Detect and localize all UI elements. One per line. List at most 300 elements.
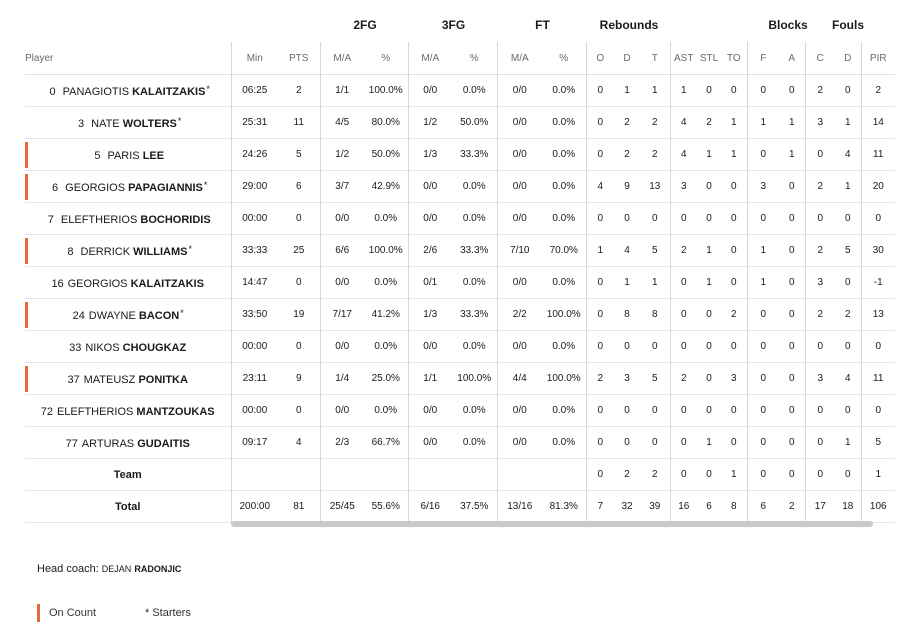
cell-2fg-pct: 55.6% bbox=[364, 491, 408, 523]
cell-min bbox=[231, 459, 278, 491]
col-ft-ma[interactable]: M/A bbox=[497, 42, 542, 75]
player-cell[interactable] bbox=[25, 267, 231, 299]
cell-ast: 4 bbox=[670, 139, 697, 171]
cell-2fg-ma: 6/6 bbox=[320, 235, 364, 267]
cell-min: 00:00 bbox=[231, 331, 278, 363]
player-last-name[interactable]: CHOUGKAZ bbox=[122, 341, 187, 354]
cell-foul-d: 0 bbox=[835, 331, 861, 363]
cell-reb-t: 0 bbox=[640, 331, 670, 363]
cell-foul-c: 0 bbox=[805, 459, 835, 491]
cell-to: 0 bbox=[721, 395, 747, 427]
cell-3fg-ma bbox=[408, 459, 452, 491]
cell-reb-t: 1 bbox=[640, 267, 670, 299]
cell-blk-a: 0 bbox=[779, 171, 805, 203]
cell-stl: 0 bbox=[697, 459, 721, 491]
cell-blk-a: 0 bbox=[779, 395, 805, 427]
cell-ft-pct bbox=[542, 459, 586, 491]
cell-3fg-pct: 0.0% bbox=[452, 395, 497, 427]
cell-min: 23:11 bbox=[231, 363, 278, 395]
cell-to: 3 bbox=[721, 363, 747, 395]
player-cell[interactable] bbox=[25, 171, 231, 203]
cell-2fg-ma: 0/0 bbox=[320, 203, 364, 235]
cell-reb-o: 0 bbox=[586, 139, 614, 171]
cell-blk-f: 0 bbox=[747, 203, 779, 235]
cell-reb-d: 0 bbox=[614, 203, 640, 235]
player-last-name[interactable]: MANTZOUKAS bbox=[136, 405, 215, 418]
player-last-name[interactable]: KALAITZAKIS bbox=[132, 85, 206, 98]
table-row bbox=[25, 299, 895, 331]
col-3fg-pct[interactable]: % bbox=[452, 42, 497, 75]
col-pir[interactable]: PIR bbox=[861, 42, 895, 75]
cell-reb-t: 5 bbox=[640, 363, 670, 395]
col-reb-d[interactable]: D bbox=[614, 42, 640, 75]
player-last-name[interactable]: WILLIAMS bbox=[133, 245, 188, 258]
cell-stl: 2 bbox=[697, 107, 721, 139]
table-row bbox=[25, 395, 895, 427]
cell-ft-ma: 13/16 bbox=[497, 491, 542, 523]
cell-ft-ma: 0/0 bbox=[497, 267, 542, 299]
table-row bbox=[25, 331, 895, 363]
cell-2fg-ma: 1/2 bbox=[320, 139, 364, 171]
cell-to: 1 bbox=[721, 139, 747, 171]
table-row bbox=[25, 267, 895, 299]
cell-reb-t: 2 bbox=[640, 459, 670, 491]
cell-pir: 20 bbox=[861, 171, 895, 203]
player-number: 37 bbox=[67, 373, 80, 386]
player-last-name[interactable]: BACON bbox=[138, 309, 180, 322]
player-cell[interactable] bbox=[25, 107, 231, 139]
cell-reb-d: 2 bbox=[614, 107, 640, 139]
table-row bbox=[25, 363, 895, 395]
cell-stl: 0 bbox=[697, 203, 721, 235]
total-row bbox=[25, 491, 895, 523]
col-reb-o[interactable]: O bbox=[586, 42, 614, 75]
cell-ft-pct: 100.0% bbox=[542, 363, 586, 395]
cell-blk-f: 0 bbox=[747, 427, 779, 459]
col-stl[interactable]: STL bbox=[697, 42, 721, 75]
col-min[interactable]: Min bbox=[231, 42, 278, 75]
cell-2fg-pct: 50.0% bbox=[364, 139, 408, 171]
cell-blk-a: 1 bbox=[779, 139, 805, 171]
cell-foul-c: 0 bbox=[805, 139, 835, 171]
cell-foul-d: 1 bbox=[835, 107, 861, 139]
cell-reb-d: 3 bbox=[614, 363, 640, 395]
cell-stl: 0 bbox=[697, 75, 721, 107]
player-number: 3 bbox=[78, 117, 85, 130]
player-last-name[interactable]: PONITKA bbox=[138, 373, 188, 386]
player-last-name[interactable]: BOCHORIDIS bbox=[140, 213, 211, 226]
cell-stl: 1 bbox=[697, 427, 721, 459]
cell-to: 0 bbox=[721, 75, 747, 107]
group-2fg: 2FG bbox=[353, 18, 377, 32]
player-cell[interactable] bbox=[25, 299, 231, 331]
col-reb-t[interactable]: T bbox=[640, 42, 670, 75]
player-cell[interactable] bbox=[25, 75, 231, 107]
player-number: 8 bbox=[67, 245, 74, 258]
player-cell[interactable] bbox=[25, 363, 231, 395]
cell-stl: 1 bbox=[697, 267, 721, 299]
on-count-marker-icon bbox=[25, 174, 28, 200]
cell-3fg-pct: 0.0% bbox=[452, 267, 497, 299]
cell-min: 24:26 bbox=[231, 139, 278, 171]
cell-ast: 0 bbox=[670, 203, 697, 235]
table-row bbox=[25, 75, 895, 107]
player-number: 16 bbox=[51, 277, 64, 290]
player-last-name[interactable]: GUDAITIS bbox=[137, 437, 190, 450]
cell-min: 14:47 bbox=[231, 267, 278, 299]
player-first-name: PARIS bbox=[107, 149, 140, 162]
cell-reb-d: 32 bbox=[614, 491, 640, 523]
cell-to: 0 bbox=[721, 331, 747, 363]
player-number: 33 bbox=[69, 341, 82, 354]
cell-ft-ma: 0/0 bbox=[497, 395, 542, 427]
on-count-marker-icon bbox=[25, 302, 28, 328]
player-number: 24 bbox=[72, 309, 85, 322]
cell-2fg-pct: 42.9% bbox=[364, 171, 408, 203]
cell-reb-o: 0 bbox=[586, 267, 614, 299]
player-number: 72 bbox=[40, 405, 53, 418]
starter-mark: * bbox=[203, 179, 208, 190]
cell-foul-c: 17 bbox=[805, 491, 835, 523]
starter-mark: * bbox=[188, 243, 193, 254]
cell-min: 29:00 bbox=[231, 171, 278, 203]
table-row bbox=[25, 235, 895, 267]
cell-blk-f: 0 bbox=[747, 75, 779, 107]
cell-blk-f: 0 bbox=[747, 139, 779, 171]
cell-min: 25:31 bbox=[231, 107, 278, 139]
team-row bbox=[25, 459, 895, 491]
player-cell[interactable] bbox=[25, 203, 231, 235]
starter-mark: * bbox=[180, 307, 184, 318]
cell-min: 00:00 bbox=[231, 395, 278, 427]
table-row bbox=[25, 203, 895, 235]
cell-3fg-pct: 0.0% bbox=[452, 75, 497, 107]
player-first-name: DERRICK bbox=[80, 245, 131, 258]
cell-pts: 0 bbox=[278, 395, 320, 427]
cell-blk-a: 0 bbox=[779, 299, 805, 331]
table-row bbox=[25, 427, 895, 459]
cell-2fg-pct: 25.0% bbox=[364, 363, 408, 395]
cell-3fg-pct: 0.0% bbox=[452, 171, 497, 203]
cell-2fg-ma: 7/17 bbox=[320, 299, 364, 331]
cell-pts: 11 bbox=[278, 107, 320, 139]
cell-pts: 6 bbox=[278, 171, 320, 203]
player-first-name: GEORGIOS bbox=[65, 181, 126, 194]
column-header-row bbox=[25, 42, 895, 75]
player-first-name: PANAGIOTIS bbox=[62, 85, 130, 98]
cell-pts: 2 bbox=[278, 75, 320, 107]
cell-2fg-ma: 4/5 bbox=[320, 107, 364, 139]
cell-ft-pct: 0.0% bbox=[542, 203, 586, 235]
head-coach-label: Head coach: bbox=[37, 563, 99, 575]
cell-3fg-ma: 0/0 bbox=[408, 75, 452, 107]
cell-blk-f: 1 bbox=[747, 267, 779, 299]
cell-pir: 106 bbox=[861, 491, 895, 523]
cell-foul-c: 3 bbox=[805, 363, 835, 395]
cell-pir: 0 bbox=[861, 331, 895, 363]
col-ft-pct[interactable]: % bbox=[542, 42, 586, 75]
cell-3fg-pct: 33.3% bbox=[452, 139, 497, 171]
cell-blk-f: 1 bbox=[747, 107, 779, 139]
cell-reb-o: 2 bbox=[586, 363, 614, 395]
player-cell[interactable] bbox=[25, 395, 231, 427]
cell-reb-o: 0 bbox=[586, 427, 614, 459]
cell-2fg-ma: 1/1 bbox=[320, 75, 364, 107]
cell-ft-pct: 0.0% bbox=[542, 171, 586, 203]
player-first-name: DWAYNE bbox=[88, 309, 136, 322]
cell-min: 00:00 bbox=[231, 203, 278, 235]
cell-to: 0 bbox=[721, 171, 747, 203]
cell-ast: 3 bbox=[670, 171, 697, 203]
head-coach-last-name[interactable]: RADONJIC bbox=[134, 564, 182, 574]
player-cell[interactable] bbox=[25, 331, 231, 363]
cell-ft-ma: 0/0 bbox=[497, 107, 542, 139]
table-row bbox=[25, 139, 895, 171]
cell-pts: 19 bbox=[278, 299, 320, 331]
cell-2fg-pct: 66.7% bbox=[364, 427, 408, 459]
cell-stl: 1 bbox=[697, 235, 721, 267]
cell-pts: 9 bbox=[278, 363, 320, 395]
cell-ast: 2 bbox=[670, 235, 697, 267]
cell-blk-f: 6 bbox=[747, 491, 779, 523]
cell-3fg-ma: 1/1 bbox=[408, 363, 452, 395]
cell-reb-o: 0 bbox=[586, 331, 614, 363]
on-count-marker-icon bbox=[25, 142, 28, 168]
cell-ft-ma: 7/10 bbox=[497, 235, 542, 267]
cell-3fg-ma: 1/3 bbox=[408, 139, 452, 171]
cell-blk-f: 0 bbox=[747, 395, 779, 427]
cell-reb-d: 0 bbox=[614, 395, 640, 427]
cell-3fg-pct bbox=[452, 459, 497, 491]
group-rebounds: Rebounds bbox=[599, 18, 659, 32]
cell-foul-d: 0 bbox=[835, 75, 861, 107]
cell-3fg-ma: 0/0 bbox=[408, 171, 452, 203]
player-cell[interactable] bbox=[25, 427, 231, 459]
cell-reb-o: 1 bbox=[586, 235, 614, 267]
cell-foul-c: 2 bbox=[805, 235, 835, 267]
cell-to: 0 bbox=[721, 235, 747, 267]
cell-3fg-pct: 100.0% bbox=[452, 363, 497, 395]
cell-blk-a: 2 bbox=[779, 491, 805, 523]
cell-blk-a: 0 bbox=[779, 331, 805, 363]
cell-2fg-pct: 0.0% bbox=[364, 203, 408, 235]
player-last-name[interactable]: LEE bbox=[142, 149, 165, 162]
on-count-marker-icon bbox=[25, 238, 28, 264]
cell-foul-d: 18 bbox=[835, 491, 861, 523]
cell-blk-a: 0 bbox=[779, 203, 805, 235]
cell-blk-a: 0 bbox=[779, 459, 805, 491]
col-to[interactable]: TO bbox=[721, 42, 747, 75]
player-number: 77 bbox=[65, 437, 78, 450]
cell-2fg-pct: 100.0% bbox=[364, 235, 408, 267]
player-first-name: NATE bbox=[91, 117, 120, 130]
cell-ast: 0 bbox=[670, 267, 697, 299]
cell-to: 1 bbox=[721, 459, 747, 491]
cell-min: 33:50 bbox=[231, 299, 278, 331]
cell-to: 0 bbox=[721, 427, 747, 459]
cell-foul-d: 5 bbox=[835, 235, 861, 267]
team-label: Team bbox=[25, 459, 231, 491]
on-count-marker-icon bbox=[25, 366, 28, 392]
cell-ft-pct: 81.3% bbox=[542, 491, 586, 523]
cell-blk-f: 1 bbox=[747, 235, 779, 267]
cell-reb-t: 1 bbox=[640, 75, 670, 107]
cell-reb-d: 1 bbox=[614, 267, 640, 299]
cell-3fg-pct: 0.0% bbox=[452, 331, 497, 363]
player-last-name[interactable]: WOLTERS bbox=[122, 117, 177, 130]
cell-3fg-ma: 1/3 bbox=[408, 299, 452, 331]
cell-3fg-ma: 0/0 bbox=[408, 395, 452, 427]
cell-blk-f: 0 bbox=[747, 299, 779, 331]
table-row bbox=[25, 107, 895, 139]
cell-pts: 0 bbox=[278, 267, 320, 299]
cell-reb-t: 0 bbox=[640, 395, 670, 427]
cell-blk-a: 0 bbox=[779, 267, 805, 299]
player-number: 7 bbox=[47, 213, 54, 226]
col-3fg-ma[interactable]: M/A bbox=[408, 42, 452, 75]
cell-to: 2 bbox=[721, 299, 747, 331]
cell-stl: 1 bbox=[697, 139, 721, 171]
cell-2fg-pct bbox=[364, 459, 408, 491]
player-cell[interactable] bbox=[25, 235, 231, 267]
cell-2fg-ma: 3/7 bbox=[320, 171, 364, 203]
player-last-name[interactable]: PAPAGIANNIS bbox=[128, 181, 203, 194]
player-first-name: ELEFTHERIOS bbox=[56, 405, 134, 418]
cell-min: 09:17 bbox=[231, 427, 278, 459]
cell-ast: 2 bbox=[670, 363, 697, 395]
group-ft: FT bbox=[535, 18, 550, 32]
col-foul-d[interactable]: D bbox=[835, 42, 861, 75]
cell-pir: 0 bbox=[861, 203, 895, 235]
cell-foul-d: 0 bbox=[835, 395, 861, 427]
cell-foul-d: 4 bbox=[835, 139, 861, 171]
cell-reb-d: 4 bbox=[614, 235, 640, 267]
cell-ft-pct: 70.0% bbox=[542, 235, 586, 267]
col-2fg-ma[interactable]: M/A bbox=[320, 42, 364, 75]
cell-pts: 4 bbox=[278, 427, 320, 459]
cell-3fg-ma: 0/1 bbox=[408, 267, 452, 299]
cell-reb-d: 0 bbox=[614, 427, 640, 459]
cell-foul-c: 2 bbox=[805, 75, 835, 107]
cell-foul-c: 2 bbox=[805, 171, 835, 203]
cell-ft-ma bbox=[497, 459, 542, 491]
cell-pir: 2 bbox=[861, 75, 895, 107]
cell-2fg-ma: 1/4 bbox=[320, 363, 364, 395]
cell-ft-pct: 0.0% bbox=[542, 427, 586, 459]
cell-2fg-ma bbox=[320, 459, 364, 491]
cell-2fg-ma: 0/0 bbox=[320, 267, 364, 299]
cell-pir: 11 bbox=[861, 139, 895, 171]
col-pts[interactable]: PTS bbox=[278, 42, 320, 75]
cell-3fg-ma: 0/0 bbox=[408, 331, 452, 363]
cell-foul-c: 0 bbox=[805, 395, 835, 427]
cell-3fg-ma: 2/6 bbox=[408, 235, 452, 267]
cell-foul-c: 3 bbox=[805, 107, 835, 139]
cell-blk-f: 0 bbox=[747, 363, 779, 395]
col-foul-c[interactable]: C bbox=[805, 42, 835, 75]
cell-reb-t: 0 bbox=[640, 203, 670, 235]
head-coach-first-name: DEJAN bbox=[101, 564, 132, 574]
cell-stl: 0 bbox=[697, 331, 721, 363]
cell-min: 200:00 bbox=[231, 491, 278, 523]
cell-reb-t: 2 bbox=[640, 107, 670, 139]
cell-stl: 0 bbox=[697, 171, 721, 203]
cell-3fg-pct: 37.5% bbox=[452, 491, 497, 523]
cell-pts bbox=[278, 459, 320, 491]
cell-to: 0 bbox=[721, 203, 747, 235]
col-2fg-pct[interactable]: % bbox=[364, 42, 408, 75]
cell-ft-ma: 2/2 bbox=[497, 299, 542, 331]
cell-pts: 5 bbox=[278, 139, 320, 171]
cell-reb-t: 39 bbox=[640, 491, 670, 523]
cell-reb-d: 8 bbox=[614, 299, 640, 331]
cell-ft-pct: 0.0% bbox=[542, 107, 586, 139]
cell-pir: 14 bbox=[861, 107, 895, 139]
cell-blk-a: 1 bbox=[779, 107, 805, 139]
cell-reb-o: 0 bbox=[586, 299, 614, 331]
starter-mark: * bbox=[206, 83, 210, 94]
cell-reb-t: 0 bbox=[640, 427, 670, 459]
cell-2fg-pct: 41.2% bbox=[364, 299, 408, 331]
cell-ft-pct: 0.0% bbox=[542, 331, 586, 363]
cell-ft-ma: 0/0 bbox=[497, 139, 542, 171]
cell-ast: 0 bbox=[670, 459, 697, 491]
cell-2fg-pct: 0.0% bbox=[364, 331, 408, 363]
cell-reb-t: 2 bbox=[640, 139, 670, 171]
column-group-headers bbox=[0, 0, 919, 46]
cell-min: 06:25 bbox=[231, 75, 278, 107]
cell-foul-c: 0 bbox=[805, 203, 835, 235]
cell-reb-d: 1 bbox=[614, 75, 640, 107]
cell-2fg-pct: 100.0% bbox=[364, 75, 408, 107]
cell-ft-ma: 0/0 bbox=[497, 203, 542, 235]
starter-mark: * bbox=[177, 115, 182, 126]
cell-foul-d: 4 bbox=[835, 363, 861, 395]
cell-ast: 0 bbox=[670, 331, 697, 363]
cell-foul-c: 0 bbox=[805, 427, 835, 459]
cell-pir: 13 bbox=[861, 299, 895, 331]
cell-blk-a: 0 bbox=[779, 235, 805, 267]
col-player[interactable]: Player bbox=[25, 42, 231, 75]
cell-2fg-pct: 80.0% bbox=[364, 107, 408, 139]
cell-3fg-pct: 33.3% bbox=[452, 299, 497, 331]
player-number: 6 bbox=[52, 181, 59, 194]
cell-ast: 0 bbox=[670, 427, 697, 459]
col-blk-a[interactable]: A bbox=[779, 42, 805, 75]
horizontal-scrollbar[interactable] bbox=[231, 521, 873, 527]
cell-pir: 1 bbox=[861, 459, 895, 491]
col-blk-f[interactable]: F bbox=[747, 42, 779, 75]
player-first-name: GEORGIOS bbox=[67, 277, 128, 290]
legend-starters: * Starters bbox=[145, 607, 191, 619]
group-fouls: Fouls bbox=[832, 18, 864, 32]
cell-ft-pct: 0.0% bbox=[542, 267, 586, 299]
player-number: 5 bbox=[94, 149, 101, 162]
player-last-name[interactable]: KALAITZAKIS bbox=[130, 277, 204, 290]
cell-3fg-ma: 0/0 bbox=[408, 203, 452, 235]
player-first-name: NIKOS bbox=[85, 341, 120, 354]
col-ast[interactable]: AST bbox=[670, 42, 697, 75]
player-first-name: ARTURAS bbox=[81, 437, 135, 450]
cell-ft-pct: 0.0% bbox=[542, 395, 586, 427]
player-cell[interactable] bbox=[25, 139, 231, 171]
cell-ast: 0 bbox=[670, 395, 697, 427]
cell-3fg-pct: 33.3% bbox=[452, 235, 497, 267]
cell-pir: 0 bbox=[861, 395, 895, 427]
cell-stl: 0 bbox=[697, 395, 721, 427]
cell-to: 1 bbox=[721, 107, 747, 139]
cell-foul-d: 0 bbox=[835, 459, 861, 491]
